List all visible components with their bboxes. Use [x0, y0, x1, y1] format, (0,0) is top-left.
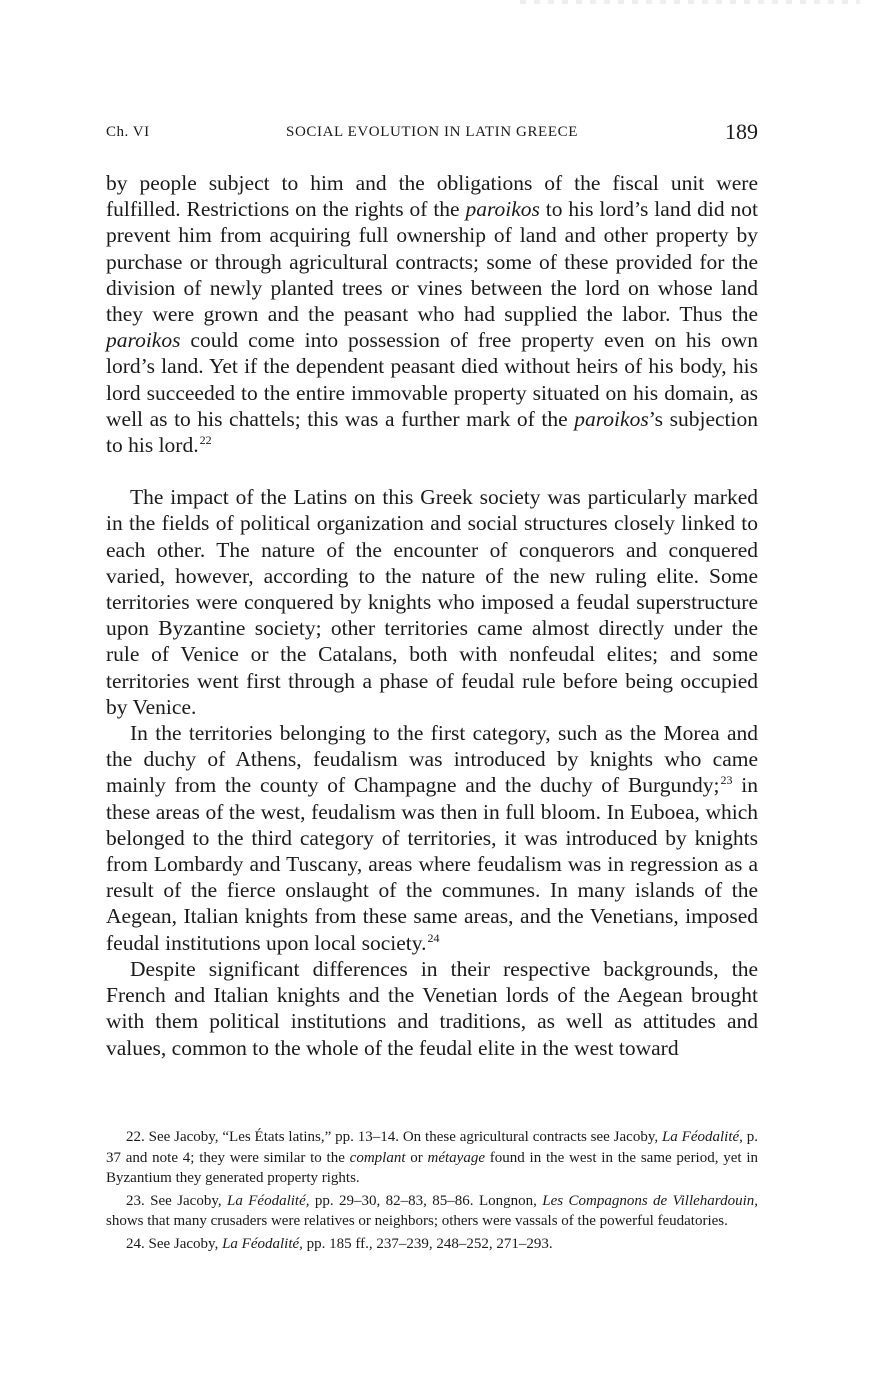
italic-text: La Féodalité,	[222, 1235, 303, 1252]
text-run: pp. 185 ff., 237–239, 248–252, 271–293.	[302, 1235, 553, 1252]
footnote-24	[106, 1234, 758, 1255]
text-run: by people subject to him and the obligations of the fiscal unit were fulfilled. Restrictions on the rights of the	[106, 171, 758, 222]
scan-artifact	[520, 0, 860, 4]
paragraph-1	[106, 170, 758, 458]
footnote-ref: 23	[720, 773, 733, 788]
footnote-ref: 22	[199, 433, 212, 448]
text-run: p. 37 and note 4; they were similar to the	[106, 1129, 759, 1166]
text-run: to his lord’s land did not prevent him from acquiring full ownership of land and other property by purchase or through agricultural contracts; some of these provided for the division of newly planted trees or vines between the lord on whose land they were grown and the peasant who had supplied the labor. Thus the	[106, 197, 758, 327]
text-run: 22. See Jacoby, “Les États latins,” pp. 13–14. On these agricultural contracts see Jacoby,	[126, 1129, 662, 1145]
footnote-22	[106, 1127, 758, 1189]
footnotes	[106, 1127, 758, 1256]
running-head	[106, 121, 758, 147]
text-run: Despite significant differences in their respective backgrounds, the French and Italian knights and the Venetian lords of the Aegean brought with them political institutions and traditions, as well as attitudes and values, common to the whole of the feudal elite in the west toward	[106, 956, 758, 1060]
paragraph-4	[106, 956, 758, 1061]
running-title: SOCIAL EVOLUTION IN LATIN GREECE	[286, 124, 578, 140]
italic-text: paroikos	[465, 197, 540, 222]
paragraph-3	[106, 720, 758, 956]
text-run: In the territories belonging to the first category, such as the Morea and the duchy of Athens, feudalism was introduced by knights who came mainly from the county of Champagne and the duchy of Burgundy;	[106, 721, 758, 798]
italic-text: métayage	[427, 1149, 485, 1166]
text-run: found in the west in the same period, yet in Byzantium they generated property rights.	[106, 1149, 759, 1186]
text-run: in these areas of the west, feudalism was then in full bloom. In Euboea, which belonged to the third category of territories, it was introduced by knights from Lombardy and Tuscany, areas where feudalism was in regression as a result of the fierce onslaught of the communes. In many islands of the Aegean, Italian knights from these same areas, and the Venetians, imposed feudal institutions upon local society.	[106, 773, 758, 955]
footnote-23	[106, 1191, 758, 1232]
text-run: ’s subjection to his lord.	[106, 406, 758, 458]
italic-text: La Féodalité,	[227, 1192, 310, 1209]
italic-text: complant	[349, 1149, 406, 1166]
text-run: or	[405, 1149, 428, 1166]
paragraph-2	[106, 484, 758, 720]
italic-text: Les Compagnons de Villehardouin,	[542, 1192, 758, 1209]
text-run: The impact of the Latins on this Greek society was particularly marked in the fields of political organization and social structures closely linked to each other. The nature of the encounter of conquerors and conquered varied, however, according to the nature of the new ruling elite. Some territories were conquered by knights who imposed a feudal superstructure upon Byzantine society; other territories came almost directly under the rule of Venice or the Catalans, both with nonfeudal elites; and some territories went first through a phase of feudal rule before being occupied by Venice.	[106, 485, 758, 719]
text-run: could come into possession of free property even on his own lord’s land. Yet if the dependent peasant died without heirs of his body, his lord succeeded to the entire immovable property situated on his domain, as well as to his chattels; this was a further mark of the	[106, 328, 758, 431]
footnote-ref: 24	[427, 930, 440, 945]
italic-text: paroikos	[574, 406, 649, 431]
chapter-label: Ch. VI	[106, 124, 150, 140]
text-run: pp. 29–30, 82–83, 85–86. Longnon,	[309, 1192, 543, 1209]
italic-text: paroikos	[106, 328, 181, 353]
main-text	[106, 170, 758, 1061]
text-run: 24. See Jacoby,	[126, 1235, 223, 1252]
text-run: 23. See Jacoby,	[126, 1192, 228, 1209]
page-number: 189	[725, 119, 758, 144]
italic-text: La Féodalité,	[661, 1129, 743, 1145]
text-run: shows that many crusaders were relatives or neighbors; others were vassals of the powerful feudatories.	[106, 1213, 728, 1229]
